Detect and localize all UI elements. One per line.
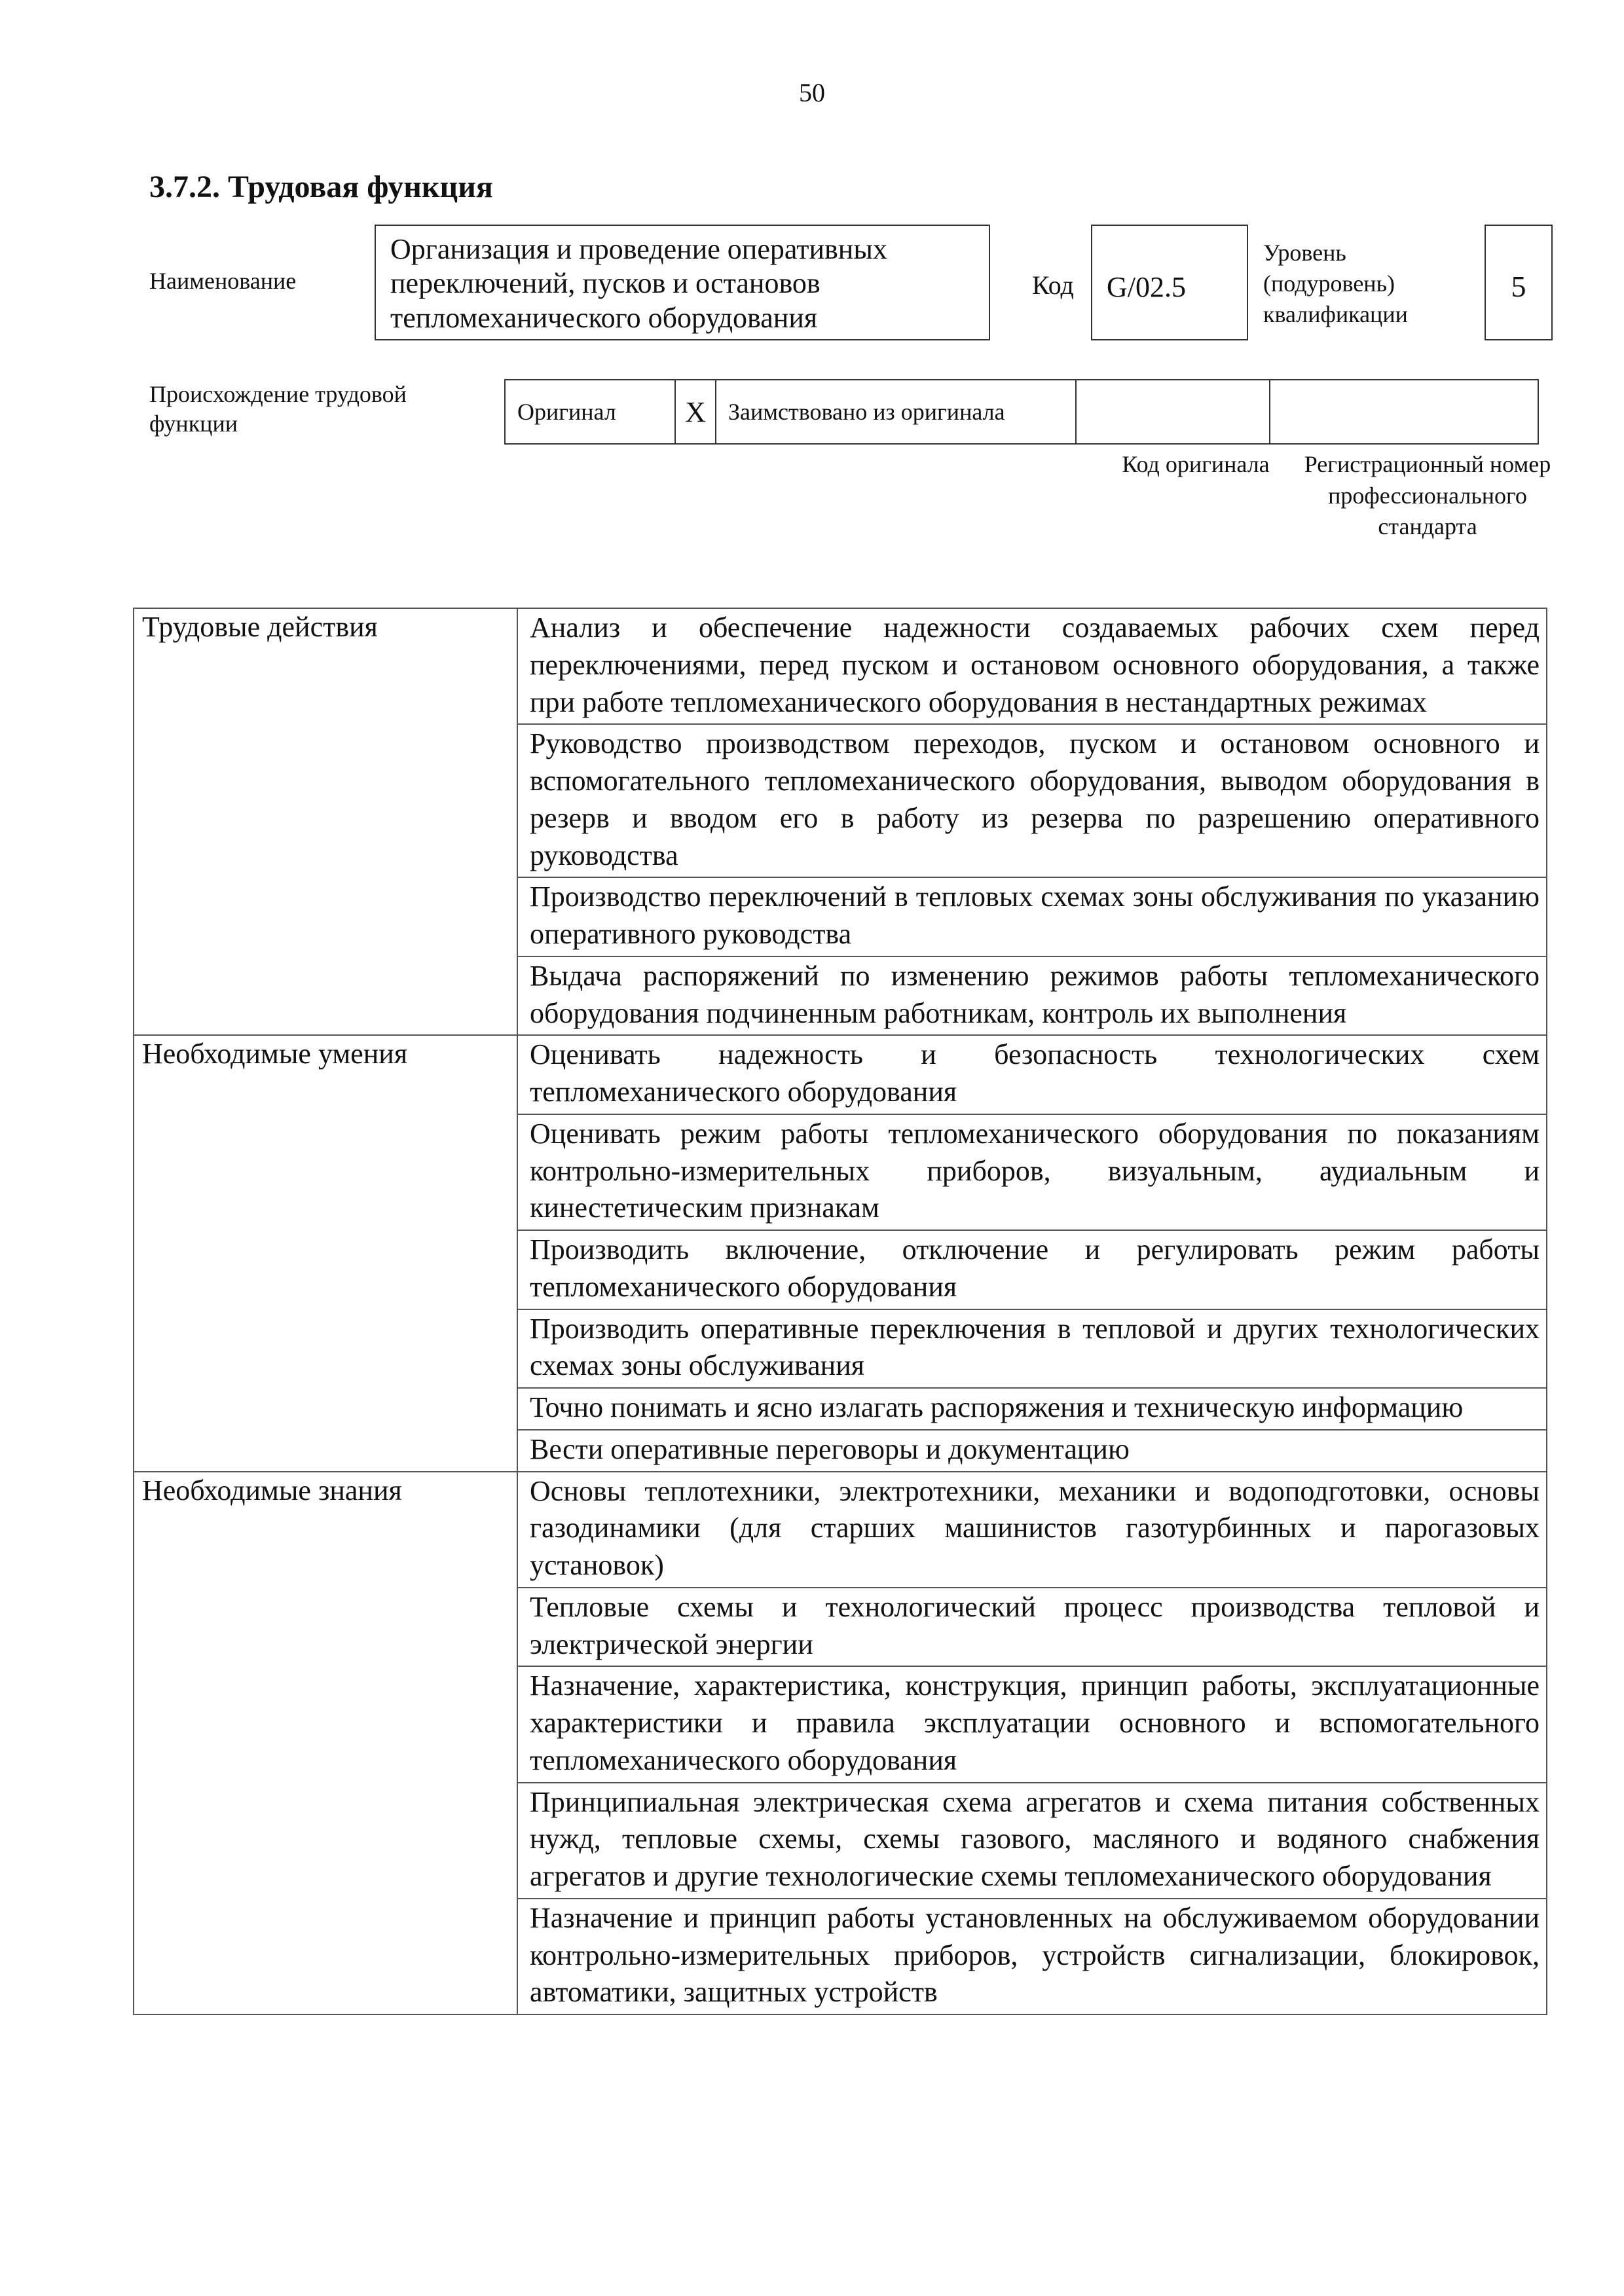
section-category: Необходимые умения — [134, 1035, 517, 1471]
table-row — [134, 1472, 1547, 1588]
section-item: Производить включение, отключение и регулировать режим работы тепломеханического оборудования — [517, 1230, 1547, 1309]
section-category: Необходимые знания — [134, 1472, 517, 2015]
section-title: 3.7.2. Трудовая функция — [149, 170, 493, 204]
section-item: Производить оперативные переключения в тепловой и других технологических схемах зоны обслуживания — [517, 1309, 1547, 1389]
level-label-line2: (подуровень) — [1263, 270, 1395, 297]
section-item: Тепловые схемы и технологический процесс производства тепловой и электрической энергии — [517, 1588, 1547, 1667]
origin-original-label: Оригинал — [505, 380, 675, 444]
origin-original-mark: X — [675, 380, 716, 444]
origin-reg-caption: Регистрационный номер профессионального стандарта — [1304, 451, 1551, 540]
section-item: Анализ и обеспечение надежности создаваемых рабочих схем перед переключениями, перед пуском и остановом основного оборудования, а также при работе тепломеханического оборудования в нестандартных режимах — [517, 608, 1547, 724]
section-item: Производство переключений в тепловых схемах зоны обслуживания по указанию оперативного руководства — [517, 877, 1547, 957]
origin-table — [504, 379, 1539, 445]
function-name-box: Организация и проведение оперативных переключений, пусков и остановов тепломеханического оборудования — [375, 225, 990, 340]
name-label: Наименование — [149, 268, 297, 294]
section-item: Вести оперативные переговоры и документацию — [517, 1430, 1547, 1472]
competency-table — [133, 608, 1547, 2015]
section-item: Оценивать надежность и безопасность технологических схем тепломеханического оборудования — [517, 1035, 1547, 1114]
function-code-box: G/02.5 — [1091, 225, 1248, 340]
table-row — [134, 608, 1547, 724]
section-item: Руководство производством переходов, пуском и остановом основного и вспомогательного тепломеханического оборудования, выводом оборудования в резерв и вводом его в работу из резерва по разрешению оперативного руководства — [517, 724, 1547, 877]
level-label — [1263, 238, 1408, 329]
origin-reg-cell — [1270, 380, 1538, 444]
table-row — [134, 1035, 1547, 1114]
section-item: Назначение, характеристика, конструкция, принцип работы, эксплуатационные характеристики и правила эксплуатации основного и вспомогательного тепломеханического оборудования — [517, 1666, 1547, 1782]
section-item: Назначение и принцип работы установленных на обслуживаемом оборудовании контрольно-измерительных приборов, устройств сигнализации, блокировок, автоматики, защитных устройств — [517, 1899, 1547, 2014]
section-item: Оценивать режим работы тепломеханического оборудования по показаниям контрольно-измерительных приборов, визуальным, аудиальным и кинестетическим признакам — [517, 1114, 1547, 1230]
section-item: Основы теплотехники, электротехники, механики и водоподготовки, основы газодинамики (для старших машинистов газотурбинных и парогазовых установок) — [517, 1472, 1547, 1588]
origin-label: Происхождение трудовой функции — [149, 381, 407, 437]
section-item: Принципиальная электрическая схема агрегатов и схема питания собственных нужд, тепловые схемы, схемы газового, масляного и водяного снабжения агрегатов и другие технологические схемы тепломеханического оборудования — [517, 1783, 1547, 1899]
origin-borrowed-label: Заимствовано из оригинала — [716, 380, 1076, 444]
code-label: Код — [1032, 270, 1074, 300]
section-item: Выдача распоряжений по изменению режимов работы тепломеханического оборудования подчиненным работникам, контроль их выполнения — [517, 957, 1547, 1036]
origin-code-caption: Код оригинала — [1122, 451, 1270, 477]
section-item: Точно понимать и ясно излагать распоряжения и техническую информацию — [517, 1388, 1547, 1430]
level-value-box: 5 — [1485, 225, 1553, 340]
origin-code-cell — [1076, 380, 1270, 444]
page-number: 50 — [799, 78, 825, 107]
level-label-line1: Уровень — [1263, 240, 1346, 266]
section-category: Трудовые действия — [134, 608, 517, 1035]
level-label-line3: квалификации — [1263, 301, 1408, 327]
